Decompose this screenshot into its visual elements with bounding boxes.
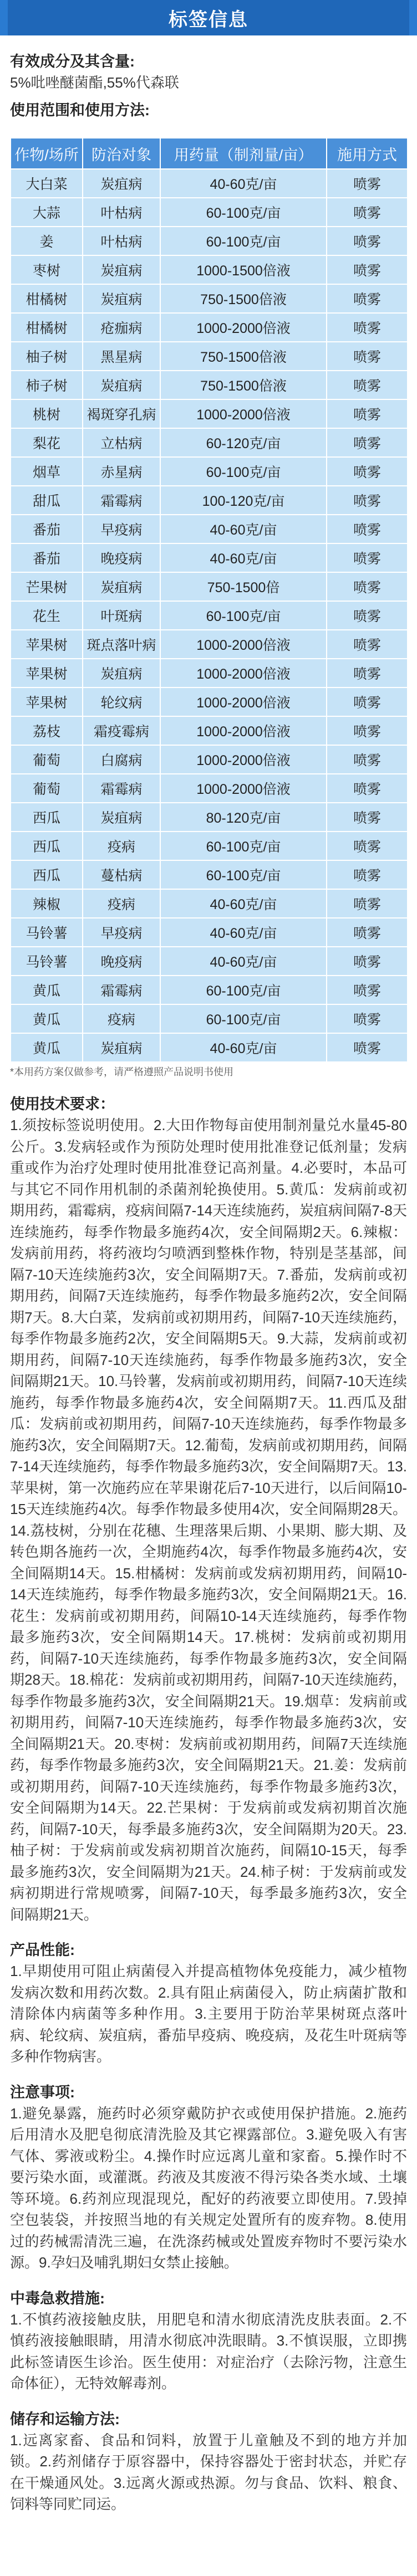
- table-row: [11, 486, 408, 515]
- cell-method: 喷雾: [327, 1033, 408, 1062]
- usage-heading: 使用范围和使用方法:: [10, 102, 150, 119]
- cell-target: 炭疽病: [83, 169, 160, 198]
- table-row: [11, 774, 408, 803]
- table-row: [11, 860, 408, 889]
- cell-method: 喷雾: [327, 716, 408, 745]
- cell-target: 炭疽病: [83, 803, 160, 832]
- cell-crop: 大白菜: [11, 169, 83, 198]
- table-row: [11, 371, 408, 399]
- cell-method: 喷雾: [327, 659, 408, 687]
- table-row: [11, 1004, 408, 1033]
- table-row: [11, 889, 408, 918]
- cell-dosage: 750-1500倍: [160, 572, 327, 601]
- cell-target: 炭疽病: [83, 1033, 160, 1062]
- performance-text: 1.早期使用可阻止病菌侵入并提高植物体免疫能力，减少植物发病次数和用药次数。2.具有阻止病菌侵入，防止病菌扩散和清除体内病菌等多种作用。3.主要用于防治苹果树斑点落叶病、轮纹病、炭疽病，番茄早疫病、晚疫病，及花生叶斑病等多种作物病害。: [10, 1963, 407, 2065]
- cell-dosage: 60-120克/亩: [160, 428, 327, 457]
- cell-target: 霜霉病: [83, 774, 160, 803]
- header-accent-left: [0, 0, 8, 35]
- cell-method: 喷雾: [327, 918, 408, 947]
- storage-text: 1.远离家畜、食品和饲料，放置于儿童触及不到的地方并加锁。2.药剂储存于原容器中，保持容器处于密封状态，并贮存在干燥通风处。3.远离火源或热源。勿与食品、饮料、粮食、饲料等同贮同运。: [10, 2431, 407, 2512]
- cell-method: 喷雾: [327, 227, 408, 255]
- cell-crop: 辣椒: [11, 889, 83, 918]
- cell-crop: 姜: [11, 227, 83, 255]
- cell-dosage: 60-100克/亩: [160, 227, 327, 255]
- table-row: [11, 543, 408, 572]
- cell-target: 叶枯病: [83, 198, 160, 227]
- cell-dosage: 40-60克/亩: [160, 947, 327, 976]
- cell-dosage: 60-100克/亩: [160, 832, 327, 860]
- cell-crop: 梨花: [11, 428, 83, 457]
- table-row: [11, 716, 408, 745]
- cell-target: 炭疽病: [83, 659, 160, 687]
- precautions-text: 1.避免暴露，施药时必须穿戴防护衣或使用保护措施。2.施药后用清水及肥皂彻底清洗脸及其它裸露部位。3.避免吸入有害气体、雾液或粉尘。4.操作时应远离儿童和家畜。5.操作时不要污染水面，或灌溉。药液及其废液不得污染各类水域、土壤等环境。6.药剂应现混现兑，配好的药液要立即使用。7.毁掉空包装袋，并按照当地的有关规定处置所有的废弃物。8.使用过的药械需清洗三遍，在洗涤药械或处置废弃物时不要污染水源。9.孕妇及哺乳期妇女禁止接触。: [10, 2105, 407, 2271]
- cell-crop: 黄瓜: [11, 1033, 83, 1062]
- cell-target: 早疫病: [83, 918, 160, 947]
- cell-crop: 柚子树: [11, 342, 83, 371]
- cell-dosage: 60-100克/亩: [160, 601, 327, 630]
- performance-section: [10, 1939, 407, 2067]
- cell-method: 喷雾: [327, 976, 408, 1004]
- table-row: [11, 601, 408, 630]
- cell-crop: 马铃薯: [11, 918, 83, 947]
- cell-crop: 西瓜: [11, 860, 83, 889]
- cell-method: 喷雾: [327, 342, 408, 371]
- cell-method: 喷雾: [327, 169, 408, 198]
- cell-target: 疫病: [83, 1004, 160, 1033]
- ingredients-heading: 有效成分及其含量:: [10, 53, 135, 70]
- cell-dosage: 1000-2000倍液: [160, 630, 327, 659]
- cell-crop: 西瓜: [11, 803, 83, 832]
- cell-method: 喷雾: [327, 486, 408, 515]
- cell-method: 喷雾: [327, 284, 408, 313]
- cell-method: 喷雾: [327, 1004, 408, 1033]
- cell-target: 白腐病: [83, 745, 160, 774]
- dosage-table-header-row: [11, 138, 408, 169]
- cell-target: 霜疫霉病: [83, 716, 160, 745]
- table-row: [11, 630, 408, 659]
- cell-method: 喷雾: [327, 860, 408, 889]
- cell-crop: 葡萄: [11, 774, 83, 803]
- table-row: [11, 227, 408, 255]
- cell-crop: 番茄: [11, 515, 83, 543]
- cell-dosage: 60-100克/亩: [160, 1004, 327, 1033]
- firstaid-text: 1.不慎药液接触皮肤，用肥皂和清水彻底清洗皮肤表面。2.不慎药液接触眼睛，用清水彻底冲洗眼睛。3.不慎误服，立即携此标签请医生诊治。医生使用：对症治疗（去除污物，注意生命体征），无特效解毒剂。: [10, 2311, 407, 2392]
- cell-method: 喷雾: [327, 198, 408, 227]
- cell-method: 喷雾: [327, 832, 408, 860]
- cell-target: 立枯病: [83, 428, 160, 457]
- header-bar: [0, 0, 417, 35]
- column-header-crop: 作物/场所: [11, 138, 83, 169]
- cell-crop: 枣树: [11, 255, 83, 284]
- cell-target: 褐斑穿孔病: [83, 399, 160, 428]
- cell-method: 喷雾: [327, 630, 408, 659]
- table-row: [11, 572, 408, 601]
- cell-dosage: 1000-2000倍液: [160, 716, 327, 745]
- cell-dosage: 40-60克/亩: [160, 889, 327, 918]
- table-row: [11, 342, 408, 371]
- cell-crop: 桃树: [11, 399, 83, 428]
- cell-method: 喷雾: [327, 745, 408, 774]
- cell-method: 喷雾: [327, 687, 408, 716]
- column-header-dosage: 用药量（制剂量/亩）: [160, 138, 327, 169]
- column-header-method: 施用方式: [327, 138, 408, 169]
- table-row: [11, 659, 408, 687]
- cell-crop: 荔枝: [11, 716, 83, 745]
- cell-target: 疫病: [83, 889, 160, 918]
- technique-text: 1.须按标签说明使用。2.大田作物每亩使用制剂量兑水量45-80公斤。3.发病轻或作为预防处理时使用批准登记低剂量；发病重或作为治疗处理时使用批准登记高剂量。4.必要时，本品可与其它不同作用机制的杀菌剂轮换使用。5.黄瓜：发病前或初期用药，霜霉病，疫病间隔7-14天连续施药，炭疽病间隔7-8天连续施药，每季作物最多施药4次，安全间隔期2天。6.辣椒：发病前用药，将药液均匀喷洒到整株作物，特别是茎基部，间隔7-10天连续施药3次，安全间隔期7天。7.番茄，发病前或初期用药，间隔7天连续施药，每季作物最多施药2次，安全间隔期7天。8.大白菜，发病前或初期用药，间隔7-10天连续施药，每季作物最多施药2次，安全间隔期5天。9.大蒜，发病前或初期用药，间隔7-10天连续施药，每季作物最多施药3次，安全间隔期21天。10.马铃薯，发病前或初期用药，间隔7-10天连续施药，每季作物最多施药4次，安全间隔期7天。11.西瓜及甜瓜：发病前或初期用药，间隔7-10天连续施药，每季作物最多施药3次，安全间隔期7天。12.葡萄，发病前或初期用药，间隔7-14天连续施药，每季作物最多施药3次，安全间隔期7天。13.苹果树，第一次施药应在苹果谢花后7-10天进行，以后间隔10-15天连续施药4次。每季作物最多使用4次，安全间隔期28天。14.荔枝树，分别在花穗、生理落果后期、小果期、膨大期、及转色期各施药一次，全期施药4次，每季作物最多施药4次，安全间隔期14天。15.柑橘树：发病前或发病初期用药，间隔10-14天连续施药，每季作物最多施药3次，安全间隔期21天。16.花生：发病前或初期用药，间隔10-14天连续施药，每季作物最多施药3次，安全间隔期14天。17.桃树：发病前或初期用药，间隔7-10天连续施药，每季作物最多施药3次，安全间隔期28天。18.棉花：发病前或初期用药，间隔7-10天连续施药，每季作物最多施药3次，安全间隔期21天。19.烟草：发病前或初期用药，间隔7-10天连续施药，每季作物最多施药3次，安全间隔期21天。20.枣树：发病前或初期用药，间隔7天连续施药，每季作物最多施药3次，安全间隔期21天。21.姜：发病前或初期用药，间隔7-10天连续施药，每季作物最多施药3次，安全间隔期为14天。22.芒果树：于发病前或发病初期首次施药，间隔7-10天，每季最多施药3次，安全间隔期为20天。23.柚子树：于发病前或发病初期首次施药，间隔10-15天，每季最多施药3次，安全间隔期为21天。24.柿子树：于发病前或发病初期进行常规喷雾，间隔7-10天，每季最多施药3次，安全间隔期21天。: [10, 1117, 407, 1923]
- cell-crop: 西瓜: [11, 832, 83, 860]
- cell-dosage: 750-1500倍液: [160, 371, 327, 399]
- cell-dosage: 1000-1500倍液: [160, 255, 327, 284]
- ingredients-value: 5%吡唑醚菌酯,55%代森联: [10, 74, 179, 91]
- table-row: [11, 745, 408, 774]
- precautions-section: [10, 2082, 407, 2274]
- cell-crop: 黄瓜: [11, 1004, 83, 1033]
- table-row: [11, 515, 408, 543]
- cell-target: 炭疽病: [83, 572, 160, 601]
- cell-method: 喷雾: [327, 572, 408, 601]
- cell-crop: 苹果树: [11, 687, 83, 716]
- cell-target: 霜霉病: [83, 486, 160, 515]
- performance-heading: 产品性能:: [10, 1942, 75, 1958]
- cell-crop: 甜瓜: [11, 486, 83, 515]
- storage-heading: 储存和运输方法:: [10, 2410, 120, 2428]
- cell-dosage: 60-100克/亩: [160, 976, 327, 1004]
- cell-target: 早疫病: [83, 515, 160, 543]
- cell-crop: 黄瓜: [11, 976, 83, 1004]
- cell-target: 疫病: [83, 832, 160, 860]
- cell-crop: 番茄: [11, 543, 83, 572]
- table-row: [11, 284, 408, 313]
- cell-crop: 马铃薯: [11, 947, 83, 976]
- table-row: [11, 832, 408, 860]
- cell-dosage: 60-100克/亩: [160, 860, 327, 889]
- cell-target: 叶斑病: [83, 601, 160, 630]
- cell-dosage: 1000-2000倍液: [160, 687, 327, 716]
- table-row: [11, 976, 408, 1004]
- cell-dosage: 750-1500倍液: [160, 342, 327, 371]
- cell-target: 霜霉病: [83, 976, 160, 1004]
- firstaid-section: [10, 2288, 407, 2394]
- cell-method: 喷雾: [327, 313, 408, 342]
- cell-dosage: 40-60克/亩: [160, 543, 327, 572]
- cell-method: 喷雾: [327, 428, 408, 457]
- table-row: [11, 947, 408, 976]
- cell-method: 喷雾: [327, 543, 408, 572]
- cell-method: 喷雾: [327, 457, 408, 486]
- cell-dosage: 80-120克/亩: [160, 803, 327, 832]
- table-row: [11, 803, 408, 832]
- table-row: [11, 1033, 408, 1062]
- cell-target: 蔓枯病: [83, 860, 160, 889]
- cell-dosage: 1000-2000倍液: [160, 774, 327, 803]
- cell-target: 斑点落叶病: [83, 630, 160, 659]
- cell-target: 炭疽病: [83, 284, 160, 313]
- label-content: [0, 35, 417, 2515]
- cell-method: 喷雾: [327, 947, 408, 976]
- cell-dosage: 40-60克/亩: [160, 515, 327, 543]
- cell-crop: 花生: [11, 601, 83, 630]
- technique-section: [10, 1094, 407, 1925]
- cell-crop: 柿子树: [11, 371, 83, 399]
- cell-crop: 烟草: [11, 457, 83, 486]
- cell-dosage: 1000-2000倍液: [160, 745, 327, 774]
- ingredients-section: [10, 51, 407, 93]
- cell-crop: 柑橘树: [11, 313, 83, 342]
- cell-dosage: 40-60克/亩: [160, 918, 327, 947]
- cell-dosage: 40-60克/亩: [160, 1033, 327, 1062]
- cell-method: 喷雾: [327, 399, 408, 428]
- cell-crop: 大蒜: [11, 198, 83, 227]
- cell-dosage: 60-100克/亩: [160, 198, 327, 227]
- dosage-table: [10, 137, 408, 1063]
- cell-target: 炭疽病: [83, 255, 160, 284]
- dosage-table-body: [11, 169, 408, 1062]
- table-row: [11, 399, 408, 428]
- cell-method: 喷雾: [327, 255, 408, 284]
- cell-target: 赤星病: [83, 457, 160, 486]
- cell-crop: 柑橘树: [11, 284, 83, 313]
- cell-dosage: 40-60克/亩: [160, 169, 327, 198]
- cell-dosage: 1000-2000倍液: [160, 659, 327, 687]
- storage-section: [10, 2409, 407, 2515]
- column-header-target: 防治对象: [83, 138, 160, 169]
- cell-dosage: 1000-2000倍液: [160, 399, 327, 428]
- table-row: [11, 198, 408, 227]
- table-row: [11, 169, 408, 198]
- cell-crop: 葡萄: [11, 745, 83, 774]
- cell-target: 轮纹病: [83, 687, 160, 716]
- cell-target: 叶枯病: [83, 227, 160, 255]
- header-accent-right: [409, 0, 417, 35]
- cell-method: 喷雾: [327, 601, 408, 630]
- cell-method: 喷雾: [327, 515, 408, 543]
- cell-target: 黑星病: [83, 342, 160, 371]
- cell-method: 喷雾: [327, 371, 408, 399]
- cell-method: 喷雾: [327, 803, 408, 832]
- table-row: [11, 255, 408, 284]
- cell-crop: 芒果树: [11, 572, 83, 601]
- precautions-heading: 注意事项:: [10, 2084, 75, 2101]
- cell-dosage: 1000-2000倍液: [160, 313, 327, 342]
- cell-target: 疮痂病: [83, 313, 160, 342]
- cell-crop: 苹果树: [11, 630, 83, 659]
- usage-section: [10, 100, 407, 121]
- cell-target: 炭疽病: [83, 371, 160, 399]
- technique-heading: 使用技术要求：: [10, 1096, 115, 1112]
- table-row: [11, 313, 408, 342]
- table-row: [11, 918, 408, 947]
- table-row: [11, 457, 408, 486]
- table-footnote: *本用药方案仅做参考，请严格遵照产品说明书使用: [10, 1066, 234, 1077]
- cell-dosage: 100-120克/亩: [160, 486, 327, 515]
- cell-dosage: 60-100克/亩: [160, 457, 327, 486]
- table-row: [11, 428, 408, 457]
- cell-crop: 苹果树: [11, 659, 83, 687]
- firstaid-heading: 中毒急救措施:: [10, 2290, 105, 2307]
- cell-method: 喷雾: [327, 774, 408, 803]
- cell-dosage: 750-1500倍液: [160, 284, 327, 313]
- cell-target: 晚疫病: [83, 543, 160, 572]
- page-title: 标签信息: [169, 9, 248, 30]
- cell-method: 喷雾: [327, 889, 408, 918]
- table-row: [11, 687, 408, 716]
- cell-target: 晚疫病: [83, 947, 160, 976]
